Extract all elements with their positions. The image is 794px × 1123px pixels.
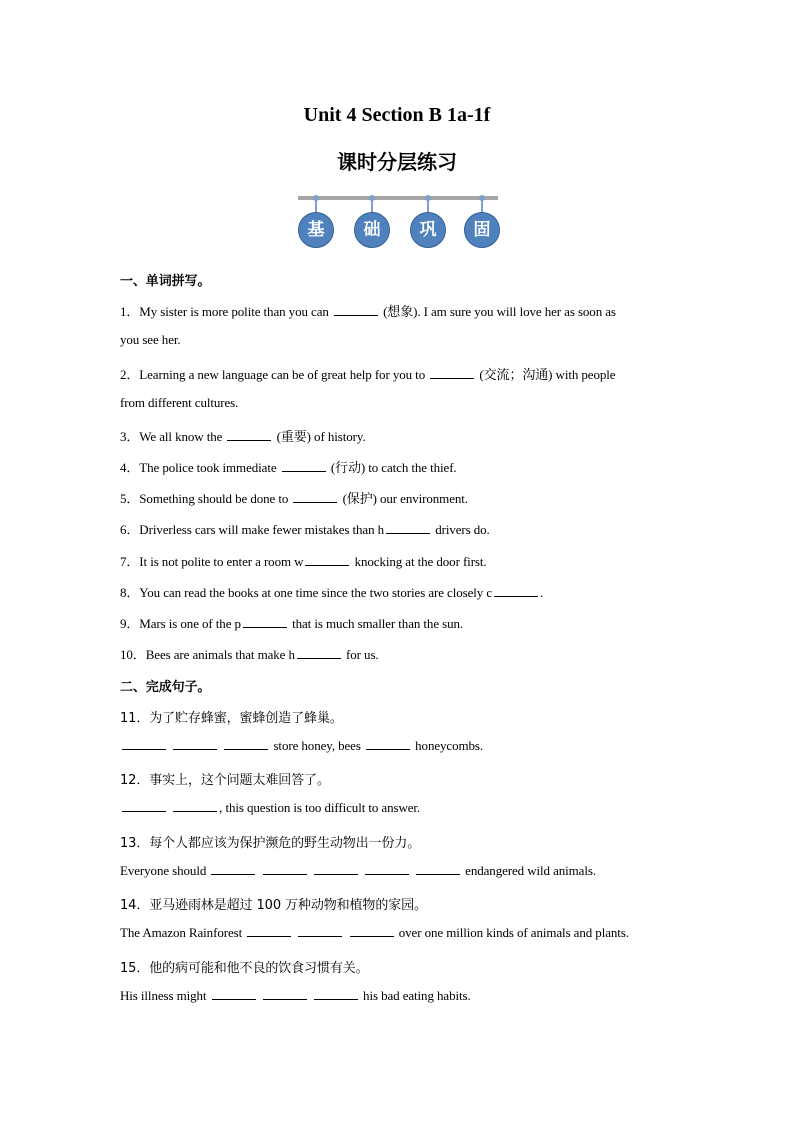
answer-blank[interactable] [293,491,337,503]
answer-line: store honey, bees honeycombs. [120,738,483,754]
answer-blank[interactable] [247,925,291,937]
answer-blank[interactable] [122,800,166,812]
answer-blank[interactable] [298,925,342,937]
answer-blank[interactable] [227,429,271,441]
question-line: 7．It is not polite to enter a room w knocking at the door first. [120,554,487,569]
answer-line: His illness might his bad eating habits. [120,988,471,1003]
answer-blank[interactable] [314,863,358,875]
answer-blank[interactable] [263,988,307,1000]
question-prompt: 15．他的病可能和他不良的饮食习惯有关。 [120,961,369,976]
banner-char: 基 [298,212,334,248]
answer-blank[interactable] [314,988,358,1000]
answer-blank[interactable] [211,863,255,875]
question-line: 3．We all know the (重要) of history. [120,429,366,444]
answer-blank[interactable] [297,647,341,659]
basic-consolidation-banner [296,192,500,254]
answer-line: , this question is too difficult to answer. [120,800,420,816]
answer-line: Everyone should endangered wild animals. [120,863,596,878]
answer-blank[interactable] [282,460,326,472]
question-line: 5．Something should be done to (保护) our environment. [120,491,468,506]
answer-blank[interactable] [173,800,217,812]
answer-blank[interactable] [365,863,409,875]
question-line: 2．Learning a new language can be of great help for you to (交流；沟通) with people [120,367,616,382]
answer-blank[interactable] [243,616,287,628]
section-heading: 二、完成句子。 [120,680,211,695]
question-line: 8．You can read the books at one time since the two stories are closely c . [120,585,544,600]
question-line: from different cultures. [120,395,239,410]
question-line: 6．Driverless cars will make fewer mistakes than h drivers do. [120,522,490,537]
answer-blank[interactable] [430,367,474,379]
worksheet-subtitle: 课时分层练习 [337,152,457,174]
answer-blank[interactable] [350,925,394,937]
question-prompt: 13．每个人都应该为保护濒危的野生动物出一份力。 [120,836,421,851]
answer-line: The Amazon Rainforest over one million kinds of animals and plants. [120,925,629,940]
banner-bar [298,196,498,200]
banner-char: 础 [354,212,390,248]
question-line: 4．The police took immediate (行动) to catch the thief. [120,460,457,475]
answer-blank[interactable] [263,863,307,875]
answer-blank[interactable] [494,585,538,597]
answer-blank[interactable] [173,738,217,750]
question-prompt: 12．事实上，这个问题太难回答了。 [120,773,330,788]
question-prompt: 14．亚马逊雨林是超过 100 万种动物和植物的家园。 [120,898,427,913]
question-line: 10．Bees are animals that make h for us. [120,647,379,662]
answer-blank[interactable] [224,738,268,750]
question-line: 9．Mars is one of the p that is much smaller than the sun. [120,616,464,631]
banner-char: 巩 [410,212,446,248]
answer-blank[interactable] [366,738,410,750]
question-line: you see her. [120,332,181,347]
answer-blank[interactable] [212,988,256,1000]
answer-blank[interactable] [305,554,349,566]
question-prompt: 11．为了贮存蜂蜜，蜜蜂创造了蜂巢。 [120,711,343,726]
answer-blank[interactable] [334,304,378,316]
answer-blank[interactable] [386,522,430,534]
answer-blank[interactable] [416,863,460,875]
banner-char: 固 [464,212,500,248]
section-heading: 一、单词拼写。 [120,274,211,289]
worksheet-title: Unit 4 Section B 1a-1f [303,104,491,126]
answer-blank[interactable] [122,738,166,750]
question-line: 1．My sister is more polite than you can (想象). I am sure you will love her as soon as [120,304,616,319]
